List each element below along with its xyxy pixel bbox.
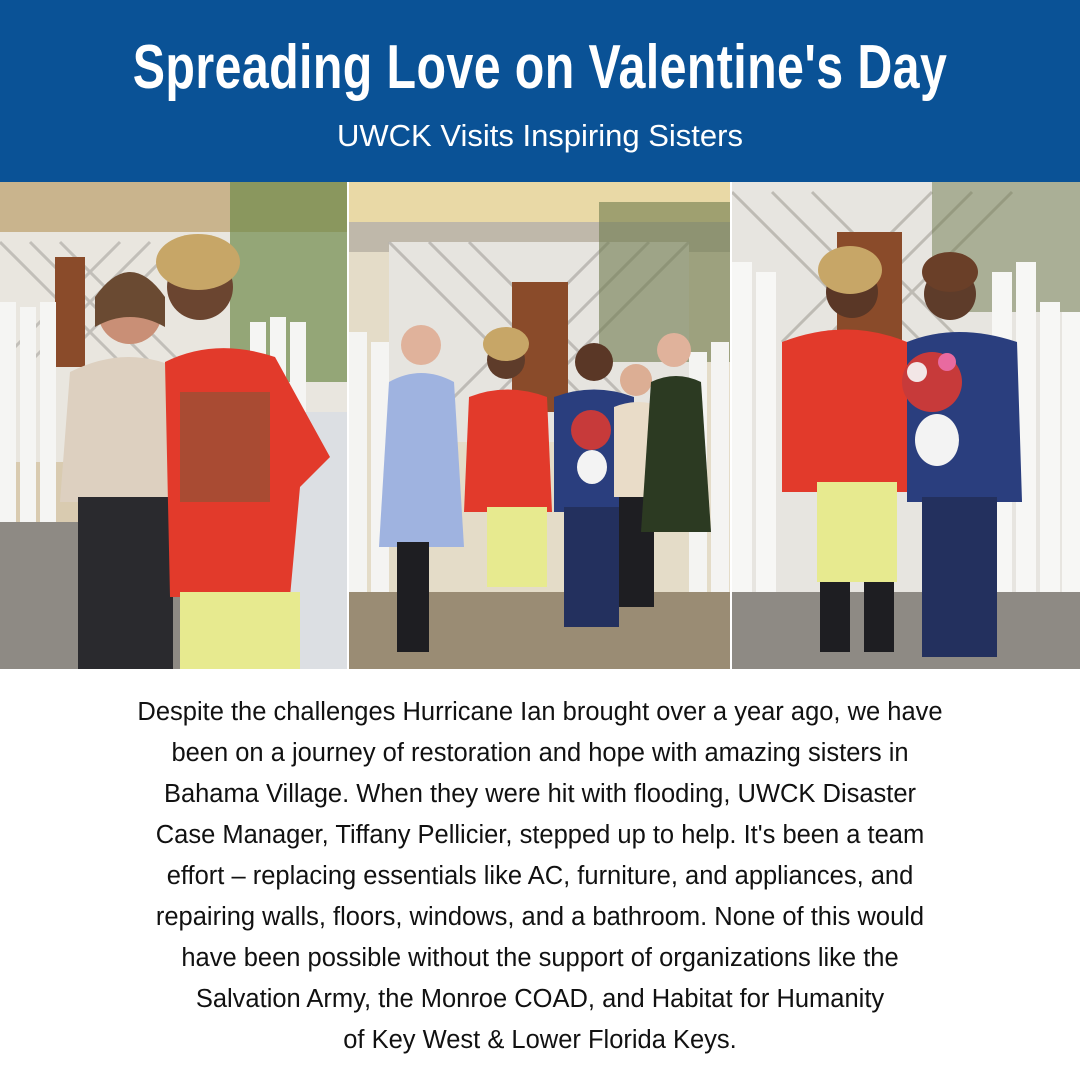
story-line: Case Manager, Tiffany Pellicier, stepped up to help. It's been a team xyxy=(155,821,925,849)
story-line: Salvation Army, the Monroe COAD, and Habitat for Humanity xyxy=(195,985,885,1013)
story-line: effort – replacing essentials like AC, furniture, and appliances, and xyxy=(166,862,914,890)
photo-two-women-by-fence xyxy=(0,182,347,669)
story-line: have been possible without the support of organizations like the xyxy=(181,944,899,972)
header-banner xyxy=(0,0,1080,182)
story-line: been on a journey of restoration and hope with amazing sisters in xyxy=(171,739,909,767)
page-subtitle: UWCK Visits Inspiring Sisters xyxy=(337,118,743,153)
page-title: Spreading Love on Valentine's Day xyxy=(132,33,948,102)
story-text xyxy=(60,692,1020,1061)
story-line: Despite the challenges Hurricane Ian brought over a year ago, we have xyxy=(137,698,943,726)
story-line: Bahama Village. When they were hit with flooding, UWCK Disaster xyxy=(163,780,917,808)
story-line: of Key West & Lower Florida Keys. xyxy=(343,1026,737,1054)
story-line: repairing walls, floors, windows, and a bathroom. None of this would xyxy=(155,903,925,931)
photo-strip xyxy=(0,182,1080,669)
photo-group-of-five xyxy=(349,182,730,669)
photo-sisters-with-flowers xyxy=(732,182,1080,669)
